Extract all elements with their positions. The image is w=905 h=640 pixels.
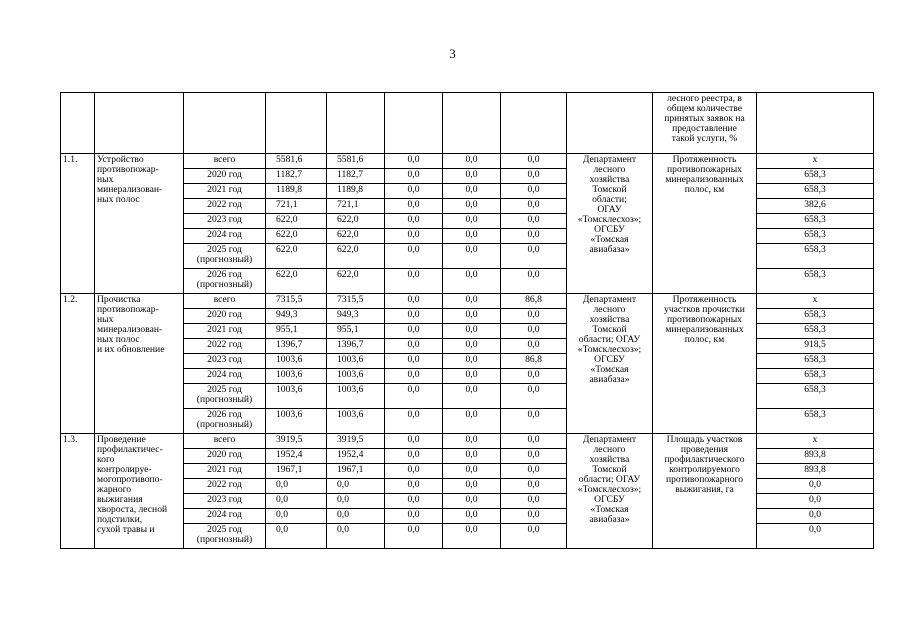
source-cell: 0,0: [385, 479, 443, 494]
period-cell: 2024 год: [184, 229, 266, 244]
period-cell: 2022 год: [184, 199, 266, 214]
page-number: 3: [449, 46, 456, 61]
empty-cell: [95, 93, 184, 154]
indicator-header-continuation: лесного реестра, в общем количестве принятых заявок на предоставление такой услуги, %: [653, 93, 757, 154]
source-cell: 0,0: [385, 169, 443, 184]
period-cell: 2024 год: [184, 509, 266, 524]
target-value: 382,6: [757, 199, 874, 214]
period-cell: 2023 год: [184, 494, 266, 509]
source-cell: 0,0: [501, 509, 567, 524]
target-value: 893,8: [757, 449, 874, 464]
indicator-cell: Протяженность участков прочистки противопожарных минерализованных полос, км: [653, 294, 757, 434]
source-cell: 0,0: [501, 184, 567, 199]
period-cell: всего: [184, 434, 266, 449]
source-cell: 0,0: [443, 199, 501, 214]
target-value: 658,3: [757, 324, 874, 339]
source-cell: 0,0: [501, 384, 567, 409]
total-cell: 3919,5: [266, 434, 327, 449]
source-cell: 0,0: [443, 494, 501, 509]
source-cell: 0,0: [443, 214, 501, 229]
executor-cell: Департамент лесного хозяйства Томской области; ОГАУ «Томсклесхоз»; ОГСБУ «Томская авиабаза»: [567, 154, 653, 294]
target-value: х: [757, 154, 874, 169]
period-cell: 2026 год (прогнозный): [184, 409, 266, 434]
period-cell: 2022 год: [184, 339, 266, 354]
source-cell: 0,0: [443, 409, 501, 434]
table-row: [61, 434, 874, 449]
target-value: 658,3: [757, 409, 874, 434]
program-table: [60, 92, 874, 549]
period-cell: 2023 год: [184, 354, 266, 369]
source-cell: 0,0: [385, 354, 443, 369]
total-cell: 5581,6: [266, 154, 327, 169]
source-cell: 0,0: [501, 309, 567, 324]
source-cell: 0,0: [443, 384, 501, 409]
period-cell: 2021 год: [184, 324, 266, 339]
source-cell: 949,3: [327, 309, 385, 324]
period-cell: 2026 год (прогнозный): [184, 269, 266, 294]
source-cell: 0,0: [501, 214, 567, 229]
source-cell: 0,0: [501, 369, 567, 384]
source-cell: 0,0: [385, 449, 443, 464]
period-cell: 2021 год: [184, 464, 266, 479]
total-cell: 622,0: [266, 229, 327, 244]
target-value: 658,3: [757, 384, 874, 409]
source-cell: 3919,5: [327, 434, 385, 449]
total-cell: 1003,6: [266, 384, 327, 409]
table-row: [61, 294, 874, 309]
source-cell: 0,0: [443, 269, 501, 294]
source-cell: 0,0: [501, 524, 567, 549]
source-cell: 955,1: [327, 324, 385, 339]
empty-cell: [501, 93, 567, 154]
source-cell: 0,0: [385, 199, 443, 214]
source-cell: 0,0: [501, 449, 567, 464]
source-cell: 7315,5: [327, 294, 385, 309]
total-cell: 1189,8: [266, 184, 327, 199]
source-cell: 0,0: [501, 324, 567, 339]
event-name: Прочистка противопожар- ных минерализован- ных полос и их обновление: [95, 294, 184, 434]
source-cell: 5581,6: [327, 154, 385, 169]
source-cell: 0,0: [443, 154, 501, 169]
header-continuation-row: [61, 93, 874, 154]
total-cell: 0,0: [266, 479, 327, 494]
indicator-cell: Площадь участков проведения профилактического контролируемого противопожарного выжигания, га: [653, 434, 757, 549]
target-value: 658,3: [757, 354, 874, 369]
target-value: х: [757, 294, 874, 309]
source-cell: 0,0: [327, 479, 385, 494]
total-cell: 0,0: [266, 509, 327, 524]
source-cell: 0,0: [443, 369, 501, 384]
total-cell: 1182,7: [266, 169, 327, 184]
period-cell: 2023 год: [184, 214, 266, 229]
total-cell: 622,0: [266, 244, 327, 269]
event-name: Проведение профилактичес- кого контролируе- могопротивопо- жарного выжигания хвороста, лесной подстилки, сухой травы и: [95, 434, 184, 549]
period-cell: 2025 год (прогнозный): [184, 244, 266, 269]
source-cell: 1189,8: [327, 184, 385, 199]
period-cell: 2020 год: [184, 309, 266, 324]
source-cell: 0,0: [501, 434, 567, 449]
source-cell: 86,8: [501, 294, 567, 309]
total-cell: 1003,6: [266, 369, 327, 384]
source-cell: 0,0: [385, 494, 443, 509]
source-cell: 1182,7: [327, 169, 385, 184]
event-name: Устройство противопожар- ных минерализован- ных полос: [95, 154, 184, 294]
source-cell: 0,0: [501, 409, 567, 434]
total-cell: 949,3: [266, 309, 327, 324]
total-cell: 0,0: [266, 494, 327, 509]
target-value: 658,3: [757, 244, 874, 269]
target-value: 658,3: [757, 229, 874, 244]
source-cell: 1003,6: [327, 369, 385, 384]
empty-cell: [567, 93, 653, 154]
indicator-cell: Протяженность противопожарных минерализованных полос, км: [653, 154, 757, 294]
source-cell: 1396,7: [327, 339, 385, 354]
table-body: [61, 93, 874, 549]
source-cell: 0,0: [385, 524, 443, 549]
empty-cell: [443, 93, 501, 154]
total-cell: 1952,4: [266, 449, 327, 464]
source-cell: 0,0: [501, 244, 567, 269]
target-value: 658,3: [757, 269, 874, 294]
target-value: 658,3: [757, 369, 874, 384]
source-cell: 0,0: [501, 229, 567, 244]
source-cell: 0,0: [385, 309, 443, 324]
source-cell: 1967,1: [327, 464, 385, 479]
source-cell: 0,0: [443, 354, 501, 369]
target-value: 658,3: [757, 169, 874, 184]
total-cell: 955,1: [266, 324, 327, 339]
target-value: 658,3: [757, 309, 874, 324]
source-cell: 86,8: [501, 354, 567, 369]
source-cell: 0,0: [385, 384, 443, 409]
source-cell: 0,0: [385, 434, 443, 449]
source-cell: 0,0: [501, 199, 567, 214]
table-row: [61, 154, 874, 169]
source-cell: 0,0: [443, 294, 501, 309]
source-cell: 0,0: [385, 509, 443, 524]
source-cell: 0,0: [443, 244, 501, 269]
target-value: 658,3: [757, 214, 874, 229]
executor-cell: Департамент лесного хозяйства Томской области; ОГАУ «Томсклесхоз»; ОГСБУ «Томская авиабаза»: [567, 294, 653, 434]
source-cell: 0,0: [443, 509, 501, 524]
executor-cell: Департамент лесного хозяйства Томской области; ОГАУ «Томсклесхоз»; ОГСБУ «Томская авиабаза»: [567, 434, 653, 549]
target-value: 0,0: [757, 494, 874, 509]
total-cell: 1003,6: [266, 409, 327, 434]
source-cell: 0,0: [385, 214, 443, 229]
empty-cell: [385, 93, 443, 154]
empty-cell: [757, 93, 874, 154]
section-number: 1.1.: [61, 154, 95, 294]
source-cell: 0,0: [501, 154, 567, 169]
total-cell: 1967,1: [266, 464, 327, 479]
source-cell: 0,0: [501, 494, 567, 509]
source-cell: 1952,4: [327, 449, 385, 464]
total-cell: 7315,5: [266, 294, 327, 309]
empty-cell: [266, 93, 327, 154]
total-cell: 622,0: [266, 269, 327, 294]
period-cell: 2021 год: [184, 184, 266, 199]
source-cell: 0,0: [385, 464, 443, 479]
source-cell: 0,0: [385, 324, 443, 339]
source-cell: 0,0: [385, 154, 443, 169]
source-cell: 1003,6: [327, 354, 385, 369]
period-cell: 2025 год (прогнозный): [184, 524, 266, 549]
target-value: х: [757, 434, 874, 449]
target-value: 918,5: [757, 339, 874, 354]
source-cell: 0,0: [501, 464, 567, 479]
source-cell: 0,0: [327, 509, 385, 524]
source-cell: 622,0: [327, 229, 385, 244]
source-cell: 0,0: [501, 339, 567, 354]
source-cell: 0,0: [327, 524, 385, 549]
period-cell: 2020 год: [184, 169, 266, 184]
source-cell: 0,0: [385, 229, 443, 244]
total-cell: 721,1: [266, 199, 327, 214]
source-cell: 0,0: [501, 479, 567, 494]
period-cell: 2020 год: [184, 449, 266, 464]
period-cell: 2022 год: [184, 479, 266, 494]
source-cell: 0,0: [443, 184, 501, 199]
source-cell: 622,0: [327, 269, 385, 294]
source-cell: 721,1: [327, 199, 385, 214]
empty-cell: [184, 93, 266, 154]
source-cell: 1003,6: [327, 409, 385, 434]
source-cell: 0,0: [443, 449, 501, 464]
source-cell: 0,0: [501, 169, 567, 184]
section-number: 1.3.: [61, 434, 95, 549]
target-value: 0,0: [757, 524, 874, 549]
source-cell: 0,0: [443, 309, 501, 324]
source-cell: 622,0: [327, 244, 385, 269]
empty-cell: [327, 93, 385, 154]
source-cell: 0,0: [385, 244, 443, 269]
total-cell: 0,0: [266, 524, 327, 549]
period-cell: 2025 год (прогнозный): [184, 384, 266, 409]
total-cell: 1396,7: [266, 339, 327, 354]
source-cell: 0,0: [327, 494, 385, 509]
source-cell: 0,0: [443, 524, 501, 549]
source-cell: 1003,6: [327, 384, 385, 409]
period-cell: 2024 год: [184, 369, 266, 384]
source-cell: 0,0: [385, 409, 443, 434]
source-cell: 0,0: [501, 269, 567, 294]
source-cell: 0,0: [443, 464, 501, 479]
source-cell: 0,0: [443, 169, 501, 184]
target-value: 893,8: [757, 464, 874, 479]
source-cell: 622,0: [327, 214, 385, 229]
empty-cell: [61, 93, 95, 154]
source-cell: 0,0: [385, 294, 443, 309]
source-cell: 0,0: [443, 324, 501, 339]
total-cell: 622,0: [266, 214, 327, 229]
period-cell: всего: [184, 154, 266, 169]
source-cell: 0,0: [385, 369, 443, 384]
target-value: 658,3: [757, 184, 874, 199]
target-value: 0,0: [757, 479, 874, 494]
source-cell: 0,0: [385, 184, 443, 199]
source-cell: 0,0: [443, 229, 501, 244]
source-cell: 0,0: [385, 339, 443, 354]
target-value: 0,0: [757, 509, 874, 524]
total-cell: 1003,6: [266, 354, 327, 369]
source-cell: 0,0: [443, 479, 501, 494]
source-cell: 0,0: [443, 339, 501, 354]
source-cell: 0,0: [443, 434, 501, 449]
period-cell: всего: [184, 294, 266, 309]
source-cell: 0,0: [385, 269, 443, 294]
section-number: 1.2.: [61, 294, 95, 434]
